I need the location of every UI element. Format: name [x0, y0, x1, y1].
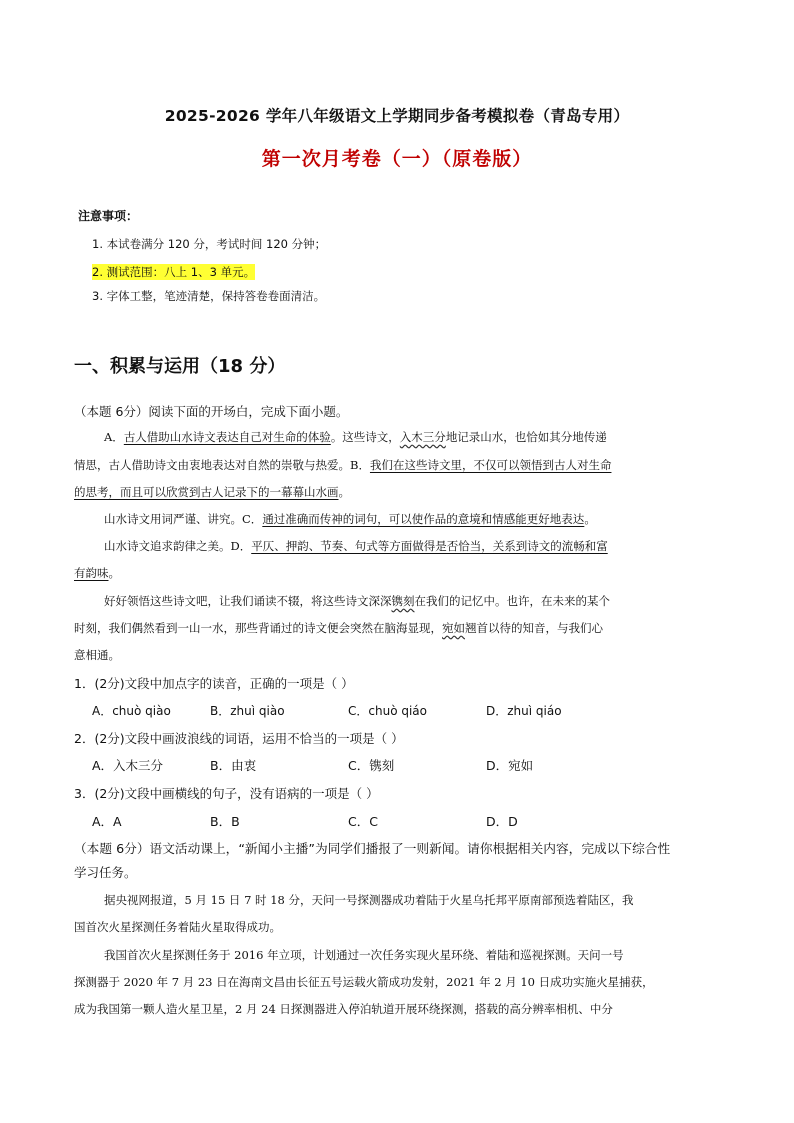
notice-title: 注意事项： — [78, 209, 139, 223]
wavy-word: 镌刻 — [391, 594, 415, 608]
sentence-label: A． — [104, 430, 124, 444]
underlined-sentence-d: 平仄、押韵、节奏、句式等方面做得是否恰当，关系到诗文的流畅和富 — [251, 539, 608, 553]
question-stem: 3．(2分)文段中画横线的句子，没有语病的一项是（ ） — [74, 786, 379, 801]
notice-item: 3. 字体工整，笔迹清楚，保持答卷卷面清洁。 — [92, 289, 326, 303]
question-group-intro: （本题 6分）语文活动课上，“新闻小主播”为同学们播报了一则新闻。请你根据相关内容，完成以下综合性 — [74, 841, 671, 856]
option-a: A．A — [92, 814, 122, 829]
option-c: C．C — [348, 814, 378, 829]
underlined-sentence-a: 古人借助山水诗文表达自己对生命的体验 — [123, 430, 331, 444]
passage-text: 在我们的记忆中。也许，在未来的某个 — [414, 594, 610, 608]
section-heading: 一、积累与运用（18 分） — [74, 356, 286, 377]
passage-text: 时刻，我们偶然看到一山一水，那些背诵过的诗文便会突然在脑海显现， — [74, 621, 442, 635]
news-line: 成为我国第一颗人造火星卫星，2 月 24 日探测器进入停泊轨道开展环绕探测，搭载的高分辨率相机、中分 — [74, 1002, 613, 1016]
underlined-sentence-b: 的思考，而且可以欣赏到古人记录下的一幕幕山水画 — [74, 485, 339, 499]
passage-line — [74, 484, 350, 500]
option-c: C．chuò qiáo — [348, 704, 427, 718]
passage-text: 山水诗文追求韵律之美。D． — [104, 539, 252, 553]
notice-item-highlighted: 2. 测试范围：八上 1、3 单元。 — [92, 265, 256, 279]
question-stem: 1．(2分)文段中加点字的读音，正确的一项是（ ） — [74, 676, 354, 691]
passage-text: 。这些诗文， — [330, 430, 400, 444]
passage-text: 翘首以待的知音，与我们心 — [465, 621, 603, 635]
question-group-intro: 学习任务。 — [74, 865, 137, 880]
passage-line — [104, 593, 610, 609]
underlined-sentence-c: 通过准确而传神的词句，可以使作品的意境和情感能更好地表达 — [262, 512, 585, 526]
option-b: B．zhuì qiào — [210, 704, 285, 718]
passage-text: 地记录山水，也恰如其分地传递 — [445, 430, 607, 444]
passage-line — [74, 620, 603, 636]
news-line: 探测器于 2020 年 7 月 23 日在海南文昌由长征五号运载火箭成功发射，2021 年 2 月 10 日成功实施火星捕获， — [74, 975, 654, 989]
news-line: 我国首次火星探测任务于 2016 年立项，计划通过一次任务实现火星环绕、着陆和巡视探测。天问一号 — [104, 948, 624, 962]
page-title: 2025-2026 学年八年级语文上学期同步备考模拟卷（青岛专用） — [164, 107, 630, 125]
passage-text: 。 — [108, 566, 120, 580]
passage-text: 。 — [338, 485, 350, 499]
passage-line — [104, 429, 607, 445]
question-stem: 2．(2分)文段中画波浪线的词语，运用不恰当的一项是（ ） — [74, 731, 404, 746]
option-d: D．宛如 — [486, 758, 534, 773]
passage-line — [104, 538, 608, 554]
wavy-word: 宛如 — [442, 621, 465, 635]
option-b: B．由衷 — [210, 758, 257, 773]
option-b: B．B — [210, 814, 240, 829]
news-line: 据央视网报道，5 月 15 日 7 时 18 分，天问一号探测器成功着陆于火星乌托邦平原南部预选着陆区，我 — [104, 893, 634, 907]
option-a: A．chuò qiào — [92, 704, 171, 718]
page-subtitle: 第一次月考卷（一）（原卷版） — [261, 148, 533, 170]
wavy-word: 入木三分 — [399, 430, 446, 444]
option-c: C．镌刻 — [348, 758, 395, 773]
passage-text: 。 — [584, 512, 596, 526]
passage-line — [74, 565, 120, 581]
notice-item: 1. 本试卷满分 120 分，考试时间 120 分钟； — [92, 237, 327, 251]
option-a: A．入木三分 — [92, 758, 164, 773]
question-group-intro: （本题 6分）阅读下面的开场白，完成下面小题。 — [74, 404, 349, 419]
option-d: D．D — [486, 814, 518, 829]
passage-line — [104, 511, 596, 527]
passage-line: 意相通。 — [74, 648, 120, 662]
passage-text: 好好领悟这些诗文吧，让我们诵读不辍，将这些诗文深深 — [104, 594, 392, 608]
passage-text: 山水诗文用词严谨、讲究。C． — [104, 512, 263, 526]
news-line: 国首次火星探测任务着陆火星取得成功。 — [74, 920, 281, 934]
option-d: D．zhuì qiáo — [486, 704, 562, 718]
passage-text: 情思，古人借助诗文由衷地表达对自然的崇敬与热爱。B． — [74, 458, 370, 472]
passage-line — [74, 457, 611, 473]
underlined-sentence-b: 我们在这些诗文里，不仅可以领悟到古人对生命 — [369, 458, 612, 472]
underlined-sentence-d: 有韵味 — [74, 566, 109, 580]
